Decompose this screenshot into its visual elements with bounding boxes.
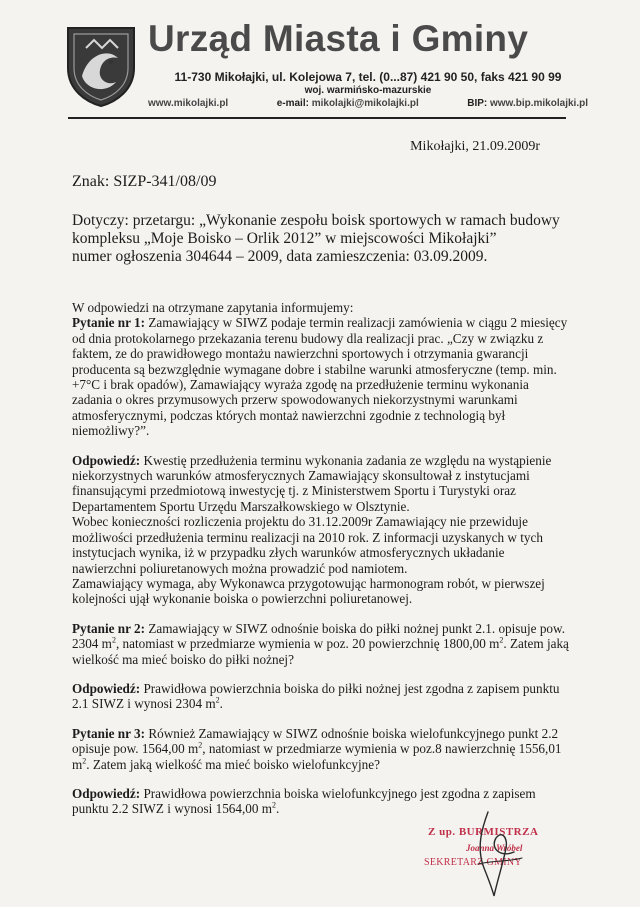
superscript: 2 — [499, 635, 504, 645]
subject-line: Dotyczy: przetargu: „Wykonanie zespołu boisk sportowych w ramach budowy — [72, 212, 560, 229]
answer-2 — [72, 681, 572, 712]
question-text: niemożliwy?”. — [72, 423, 150, 439]
office-name: Urząd Miasta i Gminy — [148, 18, 529, 59]
answer-text: Kwestię przedłużenia terminu wykonania zadania ze względu na wystąpienie — [140, 452, 552, 468]
answer-label: Odpowiedź: — [72, 785, 141, 801]
answer-text: niekorzystnych warunków atmosferycznych Zamawiający skonsultował z instytucjami — [72, 468, 530, 484]
question-text: , natomiast w przedmiarze wymienia w poz.8 nawierzchnię 1556,01 — [202, 741, 562, 757]
answer-text: Prawidłowa powierzchnia boiska do piłki nożnej jest zgodna z zapisem punktu — [140, 680, 560, 696]
subject-line: numer ogłoszenia 304644 – 2009, data zamieszczenia: 03.09.2009. — [72, 248, 488, 265]
superscript: 2 — [215, 695, 220, 705]
letterhead-divider — [68, 117, 566, 119]
question-text: opisuje pow. 1564,00 m — [72, 741, 199, 757]
answer-text: Prawidłowa powierzchnia boiska wielofunkcyjnego jest zgodna z zapisem — [140, 785, 536, 801]
coat-of-arms-icon — [64, 24, 138, 108]
intro-text: W odpowiedzi na otrzymane zapytania informujemy: — [72, 300, 354, 315]
question-text: Zamawiający w SIWZ podaje termin realizacji zamówienia w ciągu 2 miesięcy — [145, 315, 568, 331]
bip-label: BIP: — [467, 98, 488, 109]
question-label: Pytanie nr 2: — [72, 620, 146, 636]
answer-text: punktu 2.2 SIWZ i wynosi 1564,00 m — [72, 801, 273, 817]
answer-text: Wobec konieczności rozliczenia projektu do 31.12.2009r Zamawiający nie przewiduje — [72, 514, 528, 530]
signature-stamp — [418, 808, 588, 898]
question-text: . Zatem jaką wielkość ma mieć boisko wielofunkcyjne? — [86, 756, 380, 772]
stamp-signatory: Joanna Wróbel — [466, 843, 523, 853]
question-text: Również Zamawiający w SIWZ odnośnie boiska wielofunkcyjnego punkt 2.2 — [145, 725, 559, 741]
place-date: Mikołajki, 21.09.2009r — [410, 139, 540, 154]
question-1 — [72, 315, 572, 438]
superscript: 2 — [111, 635, 116, 645]
question-text: wielkość ma mieć boisko do piłki nożnej? — [72, 651, 294, 667]
question-3 — [72, 726, 572, 772]
letter-body — [72, 300, 572, 817]
answer-text: 2.1 SIWZ i wynosi 2304 m — [72, 696, 216, 712]
answer-text: możliwości przedłużenia terminu realizacji na 2010 rok. Z informacji uzyskanych w tych — [72, 529, 543, 545]
question-text: atmosferycznymi, podczas których montaż nawierzchni zgodnie z technologią był — [72, 407, 506, 423]
office-address: 11-730 Mikołajki, ul. Kolejowa 7, tel. (0...87) 421 90 50, faks 421 90 99 — [174, 70, 562, 84]
answer-label: Odpowiedź: — [72, 452, 141, 468]
answer-text: instytucjach wynika, iż w przypadku złych warunków atmosferycznych układanie — [72, 545, 505, 561]
stamp-line: Z up. BURMISTRZA — [428, 826, 539, 838]
bip-value: www.bip.mikolajki.pl — [490, 98, 588, 109]
email-label: e-mail: — [276, 98, 309, 109]
email-text — [277, 99, 419, 109]
question-text: Zamawiający w SIWZ odnośnie boiska do piłki nożnej punkt 2.1. opisuje pow. — [145, 620, 565, 636]
email-value: mikolajki@mikolajki.pl — [311, 98, 419, 109]
office-contact — [148, 99, 588, 109]
question-text: producenta są bezwzględnie wymagane dobre i stabilne warunki atmosferyczne (temp. min. — [72, 361, 557, 377]
question-text: m — [72, 756, 83, 772]
superscript: 2 — [198, 740, 203, 750]
bip-text — [467, 99, 588, 109]
answer-label: Odpowiedź: — [72, 680, 141, 696]
answer-text: Zamawiający wymaga, aby Wykonawca przygotowując harmonogram robót, w pierwszej — [72, 575, 545, 591]
answer-text: . — [276, 801, 280, 817]
superscript: 2 — [82, 756, 87, 766]
question-text: +7°C i brak opadów), Zamawiający wyraża zgodę na przedłużenie terminu wykonania — [72, 377, 529, 393]
superscript: 2 — [272, 800, 277, 810]
office-region: woj. warmińsko-mazurskie — [304, 85, 432, 96]
question-text: od dnia protokolarnego przekazania terenu budowy dla realizacji prac. „Czy w związku z — [72, 330, 544, 346]
website-text: www.mikolajki.pl — [148, 98, 229, 109]
question-text: 2304 m — [72, 636, 112, 652]
answer-text: finansującymi przedmiotową inwestycję tj. z Ministerstwem Sportu i Turystyki oraz — [72, 483, 516, 499]
question-text: zadania o okres przymusowych przerw spowodowanych niekorzystnymi warunkami — [72, 392, 518, 408]
question-text: faktem, ze do prawidłowego montażu nawierzchni sportowych i otrzymania gwarancji — [72, 346, 529, 362]
question-label: Pytanie nr 1: — [72, 315, 146, 331]
signature-icon — [418, 808, 588, 898]
answer-text: nawierzchni poliuretanowych można prowadzić pod namiotem. — [72, 560, 408, 576]
question-label: Pytanie nr 3: — [72, 725, 146, 741]
answer-text: kolejności ujął wykonanie boiska o powierzchni poliuretanowej. — [72, 591, 413, 607]
reference-number: Znak: SIZP-341/08/09 — [72, 173, 217, 190]
question-text: . Zatem jaką — [503, 636, 569, 652]
answer-text: Departamentem Sportu Urzędu Marszałkowskiego w Olsztynie. — [72, 498, 410, 514]
answer-1 — [72, 453, 572, 607]
stamp-line: SEKRETARZ GMINY — [424, 857, 522, 868]
subject-block — [72, 212, 572, 266]
question-text: , natomiast w przedmiarze wymienia w poz. 20 powierzchnię 1800,00 m — [115, 636, 500, 652]
question-2 — [72, 621, 572, 667]
answer-text: . — [219, 696, 223, 712]
subject-line: kompleksu „Moje Boisko – Orlik 2012” w miejscowości Mikołajki” — [72, 230, 497, 247]
